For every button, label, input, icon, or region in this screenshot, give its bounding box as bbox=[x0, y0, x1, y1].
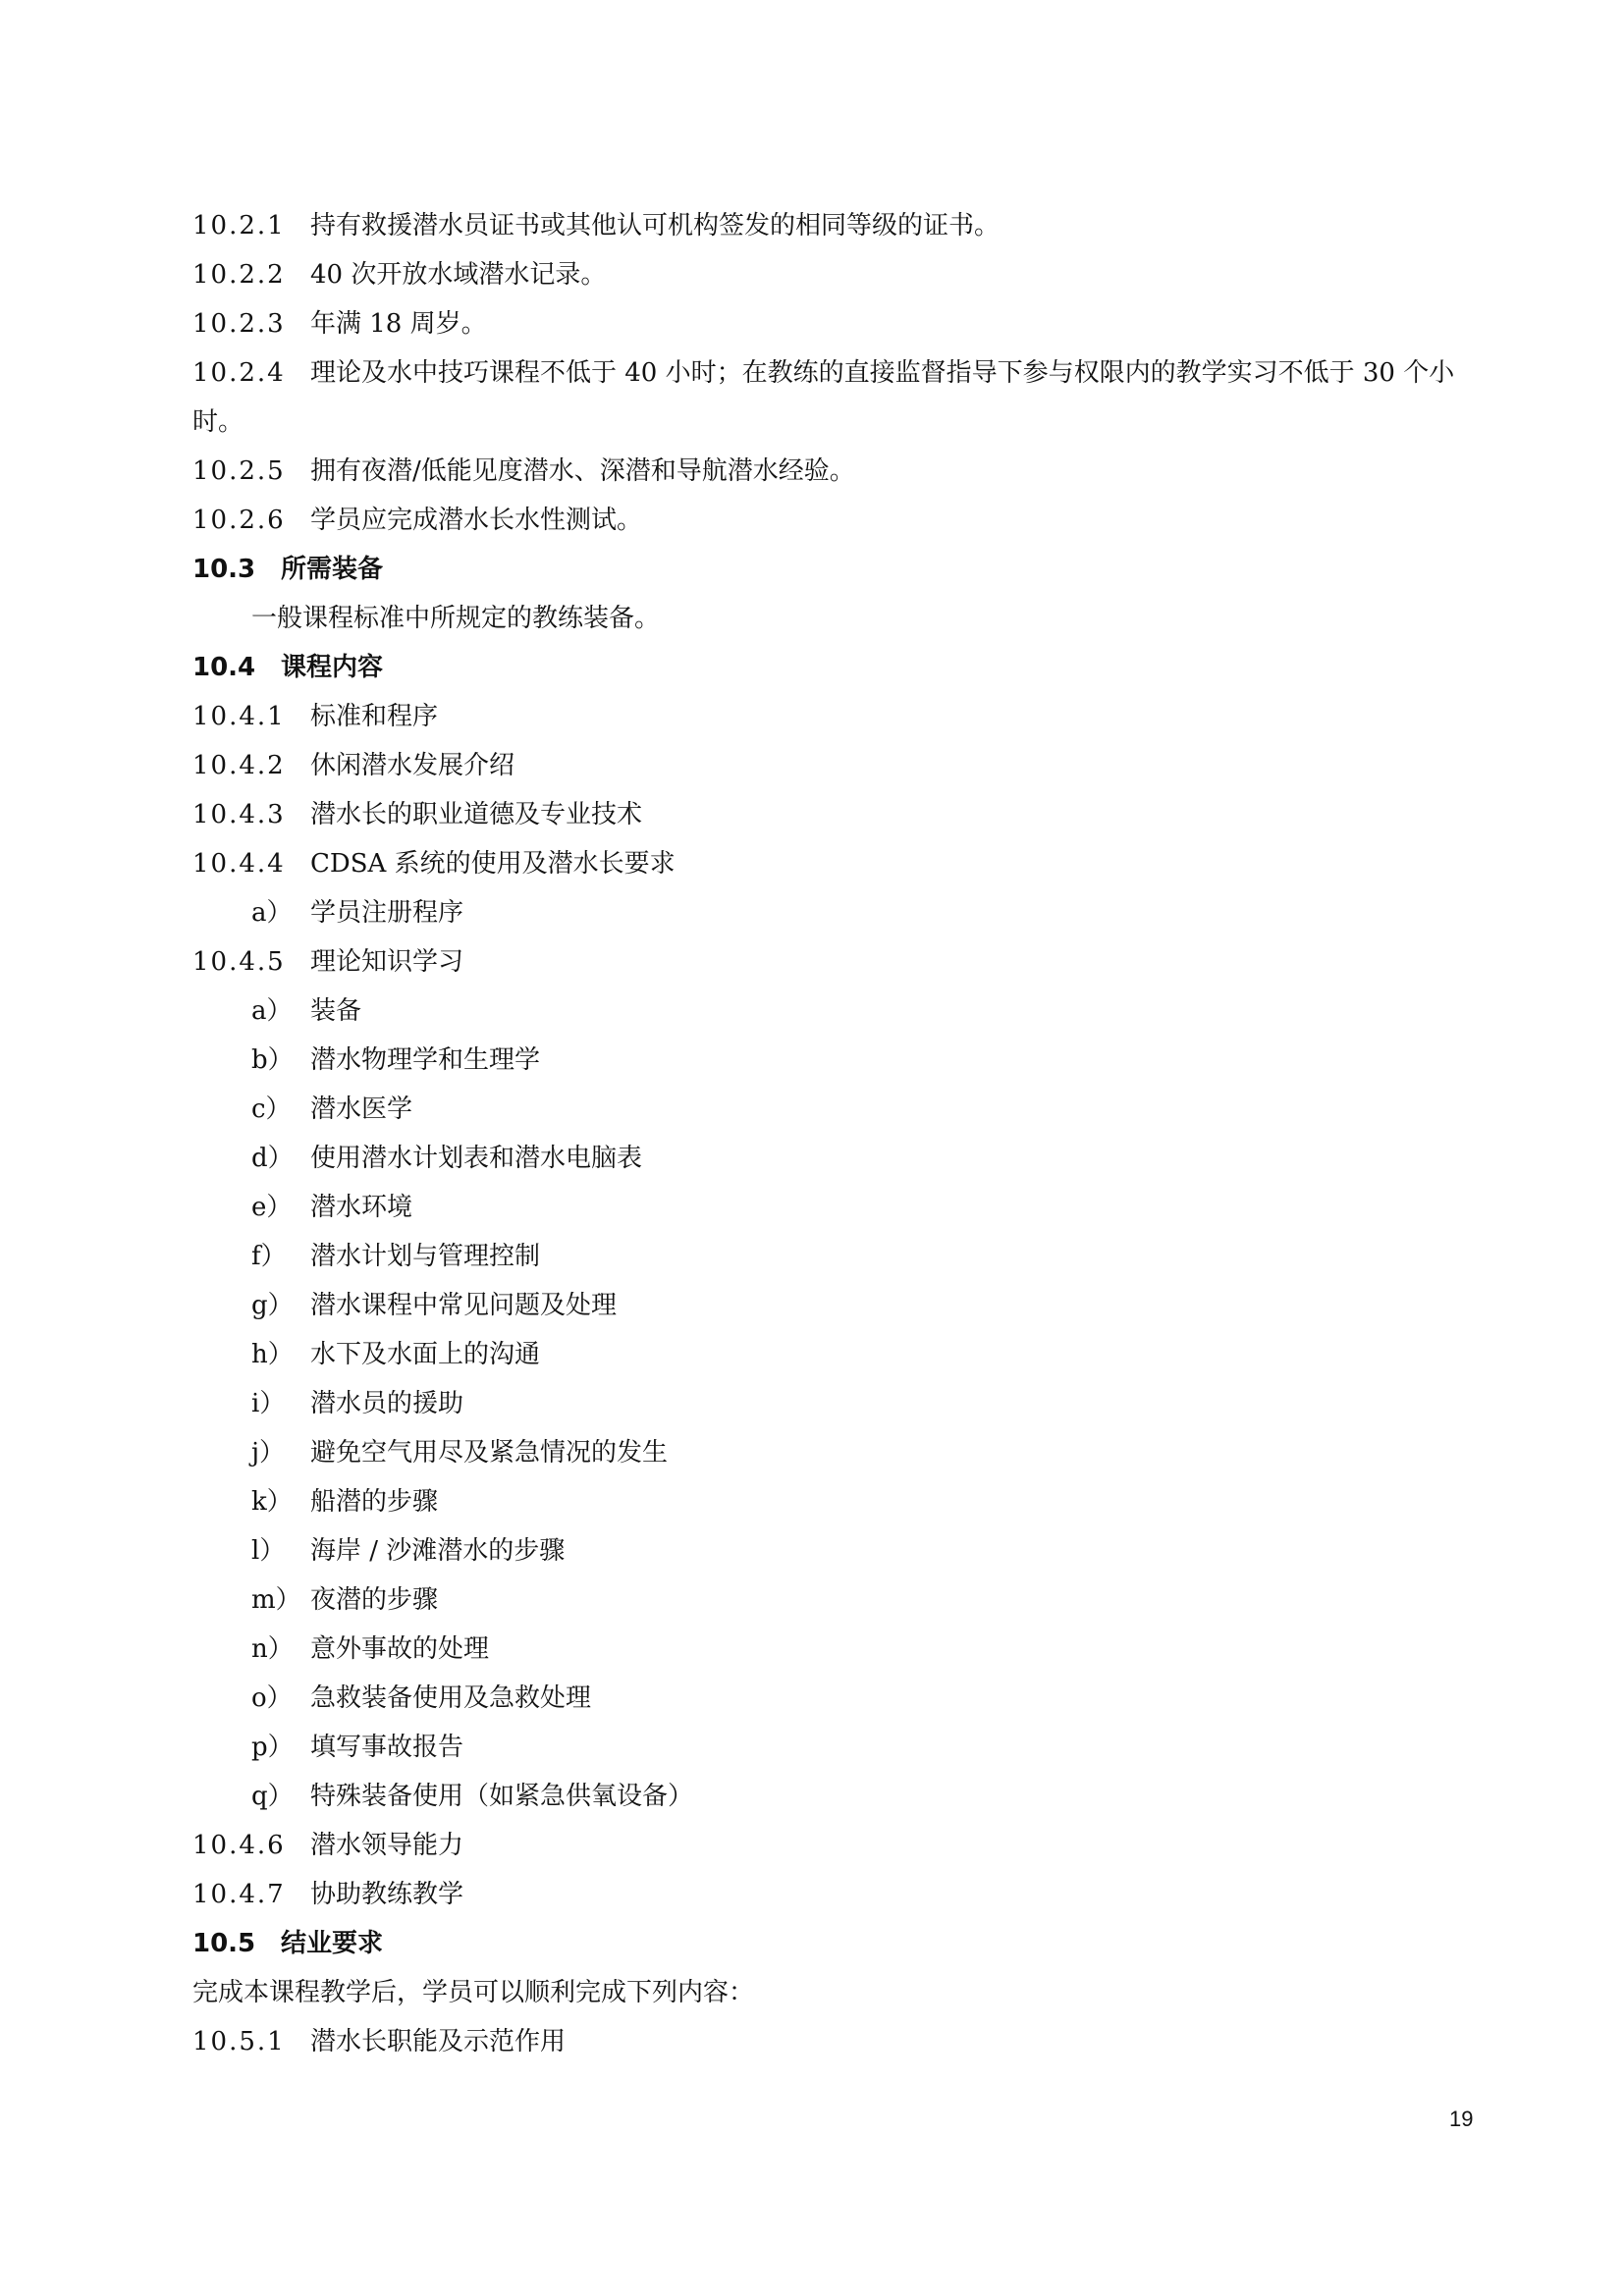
clause-text: 潜水长职能及示范作用 bbox=[310, 2027, 567, 2056]
list-item bbox=[251, 888, 463, 937]
list-item bbox=[251, 1477, 438, 1526]
list-item-text: 潜水医学 bbox=[310, 1095, 413, 1124]
clause-10-2-5 bbox=[192, 447, 855, 496]
clause-number: 10.2.1 bbox=[192, 211, 286, 240]
list-item-text: 意外事故的处理 bbox=[310, 1634, 490, 1664]
list-item-letter: e） bbox=[251, 1193, 293, 1222]
clause-10-2-4 bbox=[192, 348, 1479, 447]
list-item-text: 潜水环境 bbox=[310, 1193, 413, 1222]
clause-text: 休闲潜水发展介绍 bbox=[310, 751, 515, 780]
list-item-text: 填写事故报告 bbox=[310, 1733, 464, 1762]
section-number: 10.5 bbox=[192, 1929, 256, 1958]
list-item bbox=[251, 1232, 540, 1281]
section-title: 结业要求 bbox=[281, 1929, 384, 1958]
clause-10-4-2 bbox=[192, 741, 514, 790]
list-item bbox=[251, 1036, 540, 1085]
list-item-letter: d） bbox=[251, 1144, 294, 1173]
list-item bbox=[251, 1575, 438, 1625]
list-item bbox=[251, 987, 361, 1036]
clause-text: 持有救援潜水员证书或其他认可机构签发的相同等级的证书。 bbox=[310, 211, 1001, 240]
list-item-letter: b） bbox=[251, 1045, 294, 1075]
clause-10-4-4 bbox=[192, 839, 676, 888]
list-item bbox=[251, 1281, 617, 1330]
list-item-text: 船潜的步骤 bbox=[310, 1487, 439, 1517]
list-item bbox=[251, 1428, 668, 1477]
list-item bbox=[251, 1379, 463, 1428]
list-item-letter: n） bbox=[251, 1634, 294, 1664]
list-item-letter: f） bbox=[251, 1242, 287, 1271]
clause-number: 10.4.3 bbox=[192, 800, 286, 829]
list-item-letter: c） bbox=[251, 1095, 292, 1124]
list-item-text: 学员注册程序 bbox=[310, 898, 464, 928]
list-item-letter: p） bbox=[251, 1733, 294, 1762]
clause-10-2-6 bbox=[192, 496, 642, 545]
clause-number: 10.4.2 bbox=[192, 751, 286, 780]
clause-text: 理论及水中技巧课程不低于 40 小时；在教练的直接监督指导下参与权限内的教学实习不低于 30 个小时。 bbox=[192, 358, 1455, 437]
list-item-letter: m） bbox=[251, 1585, 301, 1615]
clause-text: 标准和程序 bbox=[310, 702, 439, 731]
list-item-text: 潜水计划与管理控制 bbox=[310, 1242, 541, 1271]
list-item-text: 装备 bbox=[310, 996, 362, 1026]
list-item-letter: a） bbox=[251, 996, 293, 1026]
list-item-text: 使用潜水计划表和潜水电脑表 bbox=[310, 1144, 643, 1173]
section-number: 10.3 bbox=[192, 555, 256, 584]
clause-10-5-1 bbox=[192, 2017, 566, 2066]
list-item-text: 潜水课程中常见问题及处理 bbox=[310, 1291, 618, 1320]
clause-10-4-6 bbox=[192, 1821, 463, 1870]
clause-number: 10.2.2 bbox=[192, 260, 286, 290]
clause-text: 学员应完成潜水长水性测试。 bbox=[310, 506, 643, 535]
clause-number: 10.4.7 bbox=[192, 1880, 286, 1909]
list-item-text: 海岸 / 沙滩潜水的步骤 bbox=[310, 1536, 566, 1566]
clause-text: 潜水领导能力 bbox=[310, 1831, 464, 1860]
list-item bbox=[251, 1674, 591, 1723]
clause-10-2-2 bbox=[192, 250, 606, 299]
clause-number: 10.2.4 bbox=[192, 358, 286, 388]
clause-number: 10.5.1 bbox=[192, 2027, 286, 2056]
list-item-letter: h） bbox=[251, 1340, 294, 1369]
paragraph-completion: 完成本课程教学后，学员可以顺利完成下列内容： bbox=[192, 1978, 755, 2007]
clause-number: 10.4.1 bbox=[192, 702, 286, 731]
section-heading-10-4 bbox=[192, 643, 383, 692]
clause-number: 10.4.6 bbox=[192, 1831, 286, 1860]
clause-text: 理论知识学习 bbox=[310, 947, 464, 977]
clause-text: 协助教练教学 bbox=[310, 1880, 464, 1909]
clause-10-2-3 bbox=[192, 299, 487, 348]
clause-text: CDSA 系统的使用及潜水长要求 bbox=[310, 849, 676, 879]
clause-10-4-5 bbox=[192, 937, 463, 987]
list-item-text: 急救装备使用及急救处理 bbox=[310, 1683, 592, 1713]
clause-10-4-3 bbox=[192, 790, 642, 839]
clause-10-2-1 bbox=[192, 201, 1000, 250]
section-heading-10-3 bbox=[192, 545, 383, 594]
list-item-text: 潜水物理学和生理学 bbox=[310, 1045, 541, 1075]
list-item bbox=[251, 1134, 642, 1183]
clause-number: 10.2.6 bbox=[192, 506, 286, 535]
list-item-letter: o） bbox=[251, 1683, 293, 1713]
section-title: 课程内容 bbox=[281, 653, 384, 682]
list-item bbox=[251, 1330, 540, 1379]
clause-text: 潜水长的职业道德及专业技术 bbox=[310, 800, 643, 829]
list-item-text: 潜水员的援助 bbox=[310, 1389, 464, 1418]
list-item-letter: a） bbox=[251, 898, 293, 928]
list-item-text: 避免空气用尽及紧急情况的发生 bbox=[310, 1438, 669, 1468]
list-item-text: 水下及水面上的沟通 bbox=[310, 1340, 541, 1369]
clause-10-4-7 bbox=[192, 1870, 463, 1919]
list-item bbox=[251, 1723, 463, 1772]
list-item-letter: j） bbox=[251, 1438, 286, 1468]
clause-number: 10.4.4 bbox=[192, 849, 286, 879]
section-heading-10-5 bbox=[192, 1919, 383, 1968]
page-number: 19 bbox=[1449, 2107, 1474, 2131]
clause-text: 40 次开放水域潜水记录。 bbox=[310, 260, 607, 290]
list-item-letter: k） bbox=[251, 1487, 293, 1517]
clause-number: 10.2.5 bbox=[192, 456, 286, 486]
list-item-letter: i） bbox=[251, 1389, 286, 1418]
list-item-letter: l） bbox=[251, 1536, 286, 1566]
clause-text: 拥有夜潜/低能见度潜水、深潜和导航潜水经验。 bbox=[310, 456, 855, 486]
clause-text: 年满 18 周岁。 bbox=[310, 309, 487, 339]
clause-number: 10.2.3 bbox=[192, 309, 286, 339]
list-item bbox=[251, 1183, 412, 1232]
list-item-letter: g） bbox=[251, 1291, 294, 1320]
list-item-text: 特殊装备使用（如紧急供氧设备） bbox=[310, 1782, 694, 1811]
list-item bbox=[251, 1772, 693, 1821]
list-item-text: 夜潜的步骤 bbox=[310, 1585, 439, 1615]
section-number: 10.4 bbox=[192, 653, 256, 682]
paragraph-equipment: 一般课程标准中所规定的教练装备。 bbox=[251, 604, 661, 633]
clause-10-4-1 bbox=[192, 692, 438, 741]
list-item-letter: q） bbox=[251, 1782, 294, 1811]
section-title: 所需装备 bbox=[281, 555, 384, 584]
list-item bbox=[251, 1085, 412, 1134]
clause-number: 10.4.5 bbox=[192, 947, 286, 977]
list-item bbox=[251, 1625, 489, 1674]
list-item bbox=[251, 1526, 565, 1575]
